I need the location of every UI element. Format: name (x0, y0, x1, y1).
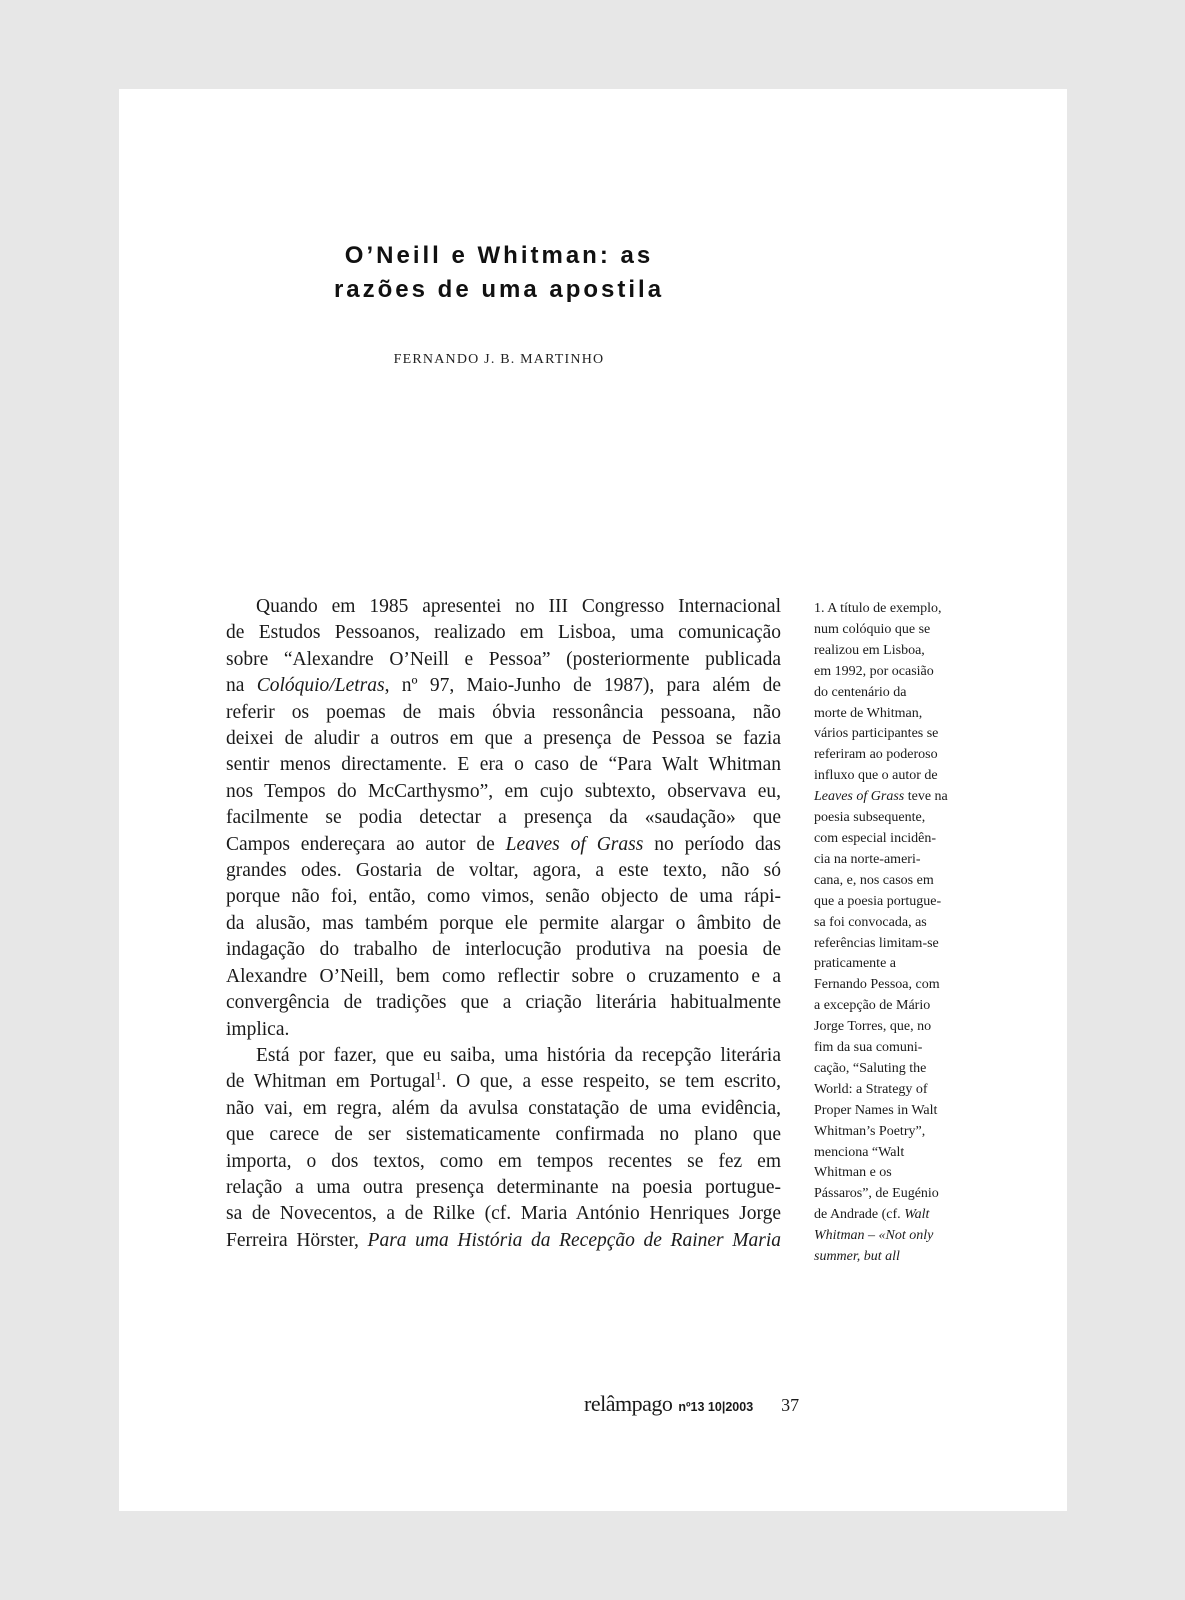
footnote-line: vários participantes se (814, 726, 939, 742)
footnote-line: morte de Whitman, (814, 705, 923, 721)
body-line (226, 1069, 781, 1095)
footnote-line: realizou em Lisboa, (814, 642, 925, 658)
page-footer (584, 1391, 799, 1417)
body-line: da alusão, mas também porque ele permite alargar o âmbito de (226, 912, 781, 934)
footnote-line: em 1992, por ocasião (814, 663, 934, 679)
body-line: Quando em 1985 apresentei no III Congresso Internacional (256, 596, 781, 617)
footnote-line: com especial incidên- (814, 830, 937, 846)
footnote-line: influxo que o autor de (814, 768, 938, 784)
footnote-line: Jorge Torres, que, no (814, 1019, 932, 1035)
body-line (226, 673, 781, 699)
body-line: facilmente se podia detectar a presença da «saudação» que (226, 807, 781, 829)
footnote-line: cação, “Saluting the (814, 1060, 927, 1076)
footnote-line: cana, e, nos casos em (814, 872, 934, 888)
body-text: de Whitman em Portugal (226, 1071, 436, 1093)
body-line: deixei de aludir a outros em que a presença de Pessoa se fazia (226, 728, 781, 750)
page-number: 37 (781, 1395, 800, 1415)
footnote-line: menciona “Walt (814, 1144, 905, 1160)
footnote-line (814, 787, 979, 808)
footnote-line: praticamente a (814, 956, 897, 972)
footnote-line: Whitman’s Poetry”, (814, 1123, 926, 1139)
footnote-line: Pássaros”, de Eugénio (814, 1186, 939, 1202)
footnote-text: de Andrade (cf. (814, 1207, 905, 1223)
title-line-2: razões de uma apostila (333, 276, 665, 303)
italic-title: Colóquio/Letras (256, 675, 385, 697)
footnote-line: a excepção de Mário (814, 998, 931, 1014)
document-page (119, 89, 1067, 1511)
body-text: na (226, 675, 257, 697)
italic-title: Leaves of Grass (505, 833, 644, 855)
footnote-line: referiram ao poderoso (814, 747, 938, 763)
body-line: porque não foi, então, como vimos, senão objecto de uma rápi- (226, 886, 781, 908)
body-line: que carece de ser sistematicamente confirmada no plano que (226, 1124, 781, 1146)
footnote-line: 1. A título de exemplo, (814, 601, 942, 616)
footnote-line: referências limitam-se (814, 935, 939, 951)
body-line: convergência de tradições que a criação literária habitualmente (226, 992, 781, 1014)
footnote-line: Fernando Pessoa, com (814, 977, 940, 993)
footnote-marker[interactable]: 1 (435, 1068, 442, 1083)
footnote-line: cia na norte-ameri- (814, 851, 921, 867)
body-line: não vai, em regra, além da avulsa constatação de uma evidência, (226, 1097, 781, 1119)
body-line: importa, o dos textos, como em tempos recentes se fez em (226, 1150, 781, 1172)
body-text: . O que, a esse respeito, se tem escrito, (441, 1071, 781, 1093)
title-line-1: O’Neill e Whitman: as (344, 242, 654, 269)
article-author: FERNANDO J. B. MARTINHO (393, 352, 605, 367)
body-line: Está por fazer, que eu saiba, uma história da recepção literária (256, 1044, 781, 1066)
body-text: Ferreira Hörster, (226, 1229, 368, 1251)
footnote-line (814, 1226, 979, 1247)
italic-title: summer, but all (814, 1249, 900, 1265)
body-line: nos Tempos do McCarthysmo”, em cujo subtexto, observava eu, (226, 780, 781, 802)
paragraph-2 (226, 1043, 781, 1254)
body-line: indagação do trabalho de interlocução produtiva na poesia de (226, 939, 781, 961)
body-line: sobre “Alexandre O’Neill e Pessoa” (posteriormente publicada (226, 648, 781, 670)
footnote-line: poesia subsequente, (814, 810, 926, 826)
body-text: no período das (643, 833, 782, 855)
body-line: Alexandre O’Neill, bem como reflectir sobre o cruzamento e a (226, 965, 781, 987)
footnote-line: Whitman e os (814, 1165, 892, 1181)
footnote-line: World: a Strategy of (814, 1081, 928, 1097)
footnote-line: do centenário da (814, 684, 907, 700)
footnote-line (814, 1205, 979, 1226)
body-line (226, 1228, 781, 1254)
body-line: grandes odes. Gostaria de voltar, agora, a este texto, não só (226, 860, 781, 882)
footnote-line: fim da sua comuni- (814, 1040, 923, 1056)
paragraph-1 (226, 594, 781, 1043)
body-line: sentir menos directamente. E era o caso de “Para Walt Whitman (226, 754, 781, 776)
body-line: implica. (226, 1018, 290, 1040)
italic-title: Leaves of Grass (814, 789, 905, 805)
body-line: de Estudos Pessoanos, realizado em Lisboa, uma comunicação (226, 622, 781, 644)
body-line (226, 832, 781, 858)
body-line: referir os poemas de mais óbvia ressonância pessoana, não (226, 701, 781, 723)
footnote-line (814, 1247, 979, 1268)
body-text: Campos endereçara ao autor de (226, 833, 506, 855)
body-line: sa de Novecentos, a de Rilke (cf. Maria António Henriques Jorge (226, 1203, 781, 1225)
italic-title: Walt (904, 1207, 930, 1223)
italic-title: Para uma História da Recepção de Rainer Maria (367, 1229, 781, 1251)
footnote-1 (814, 599, 979, 1268)
footnote-line: num colóquio que se (814, 621, 931, 637)
footnote-line: que a poesia portugue- (814, 893, 942, 909)
magazine-name: relâmpago (584, 1391, 673, 1416)
issue-info: nº13 10|2003 (678, 1400, 754, 1414)
article-title (319, 239, 679, 307)
body-text: , nº 97, Maio-Junho de 1987), para além de (384, 675, 781, 697)
body-line: relação a uma outra presença determinante na poesia portugue- (226, 1176, 781, 1198)
italic-title: Whitman – «Not only (814, 1228, 934, 1244)
footnote-line: sa foi convocada, as (814, 914, 927, 930)
footnote-line: Proper Names in Walt (814, 1102, 938, 1118)
article-body (226, 594, 781, 1254)
footnote-text: teve na (904, 789, 948, 805)
